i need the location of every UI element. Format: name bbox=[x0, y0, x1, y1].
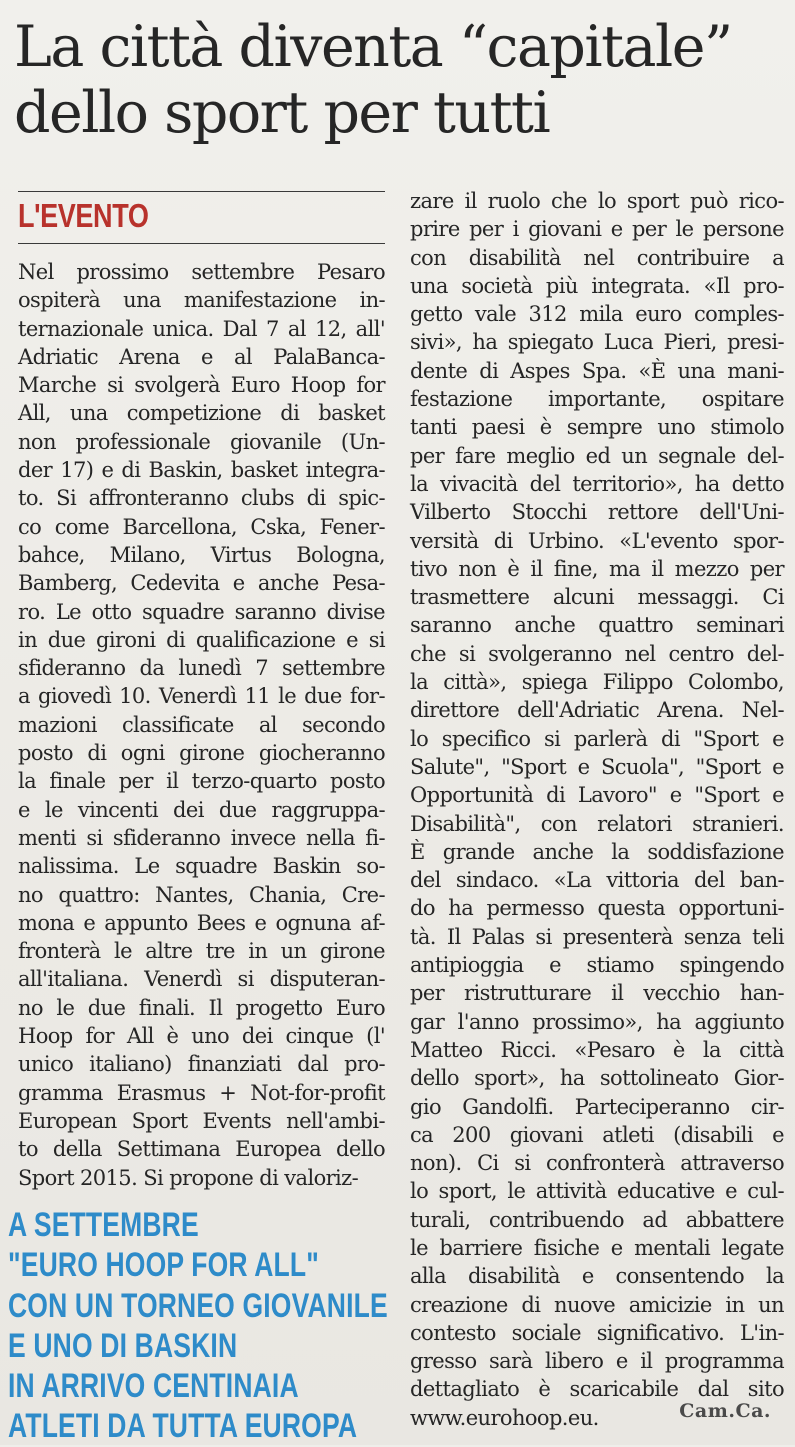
column-1-line: a giovedì 10. Venerdì 11 le due for- bbox=[18, 684, 385, 709]
column-1-line: sfideranno da lunedì 7 settembre bbox=[18, 656, 385, 681]
article-column-1 bbox=[18, 258, 385, 1192]
column-2-line: tà. Il Palas si presenterà senza teli bbox=[410, 924, 784, 949]
author-signature: Cam.Ca. bbox=[679, 1400, 771, 1422]
column-1-line: all'italiana. Venerdì si disputeran- bbox=[18, 967, 385, 992]
column-2-line: per ristrutturare il vecchio han- bbox=[410, 981, 784, 1006]
column-1-line: nalissima. Le squadre Baskin so- bbox=[18, 854, 385, 879]
column-2-line: trasmettere alcuni messaggi. Ci bbox=[410, 585, 784, 610]
column-2-line: saranno anche quattro seminari bbox=[410, 613, 784, 638]
column-1-line: All, una competizione di basket bbox=[18, 401, 385, 426]
section-kicker: L'EVENTO bbox=[18, 197, 149, 234]
column-2-line: Opportunità di Lavoro" e "Sport e bbox=[410, 783, 784, 808]
column-1-line: ro. Le otto squadre saranno divise bbox=[18, 599, 385, 624]
pull-quote-line: CON UN TORNEO GIOVANILE bbox=[8, 1286, 388, 1325]
column-1-line: fronterà le altre tre in un girone bbox=[18, 939, 385, 964]
column-2-line: ca 200 giovani atleti (disabili e bbox=[410, 1122, 784, 1147]
column-2-line: per fare meglio ed un segnale del- bbox=[410, 443, 784, 468]
column-1-line: posto di ogni girone giocheranno bbox=[18, 741, 385, 766]
column-1-line: ternazionale unica. Dal 7 al 12, all' bbox=[18, 316, 385, 341]
pull-quote-line: E UNO DI BASKIN bbox=[8, 1326, 238, 1365]
column-2-line: antipioggia e stiamo spingendo bbox=[410, 953, 784, 978]
article-column-2 bbox=[410, 187, 784, 1432]
kicker-top-rule bbox=[18, 191, 385, 192]
column-2-line: Salute", "Sport e Scuola", "Sport e bbox=[410, 754, 784, 779]
column-2-line: Matteo Ricci. «Pesaro è la città bbox=[410, 1037, 784, 1062]
column-1-line: bahce, Milano, Virtus Bologna, bbox=[18, 542, 385, 567]
column-1-line: co come Barcellona, Cska, Fener- bbox=[18, 514, 385, 539]
column-2-line: tanti paesi è sempre uno stimolo bbox=[410, 415, 784, 440]
pull-quote-line: ATLETI DA TUTTA EUROPA bbox=[8, 1407, 358, 1446]
column-2-line: gresso sarà libero e il programma bbox=[410, 1349, 784, 1374]
column-1-line: to della Settimana Europea dello bbox=[18, 1137, 385, 1162]
column-2-line: alla disabilità e consentendo la bbox=[410, 1264, 784, 1289]
column-1-line: European Sport Events nell'ambi- bbox=[18, 1108, 385, 1133]
column-2-line: che si svolgeranno nel centro del- bbox=[410, 641, 784, 666]
column-2-line: una società più integrata. «Il pro- bbox=[410, 273, 784, 298]
column-1-line: no quattro: Nantes, Chania, Cre- bbox=[18, 882, 385, 907]
column-1-line: in due gironi di qualificazione e si bbox=[18, 627, 385, 652]
column-1-line: der 17) e di Baskin, basket integra- bbox=[18, 458, 385, 483]
column-2-line: www.eurohoop.eu. bbox=[410, 1405, 599, 1430]
column-2-line: È grande anche la soddisfazione bbox=[410, 839, 784, 864]
column-1-line: ospiterà una manifestazione in- bbox=[18, 288, 385, 313]
column-1-line: Marche si svolgerà Euro Hoop for bbox=[18, 373, 385, 398]
column-1-line: Nel prossimo settembre Pesaro bbox=[18, 260, 385, 284]
column-1-line: menti si sfideranno invece nella fi- bbox=[18, 825, 385, 850]
column-2-line: creazione di nuove amicizie in un bbox=[410, 1292, 784, 1317]
column-2-line: gio Gandolfi. Parteciperanno cir- bbox=[410, 1094, 784, 1119]
column-2-line: versità di Urbino. «L'evento spor- bbox=[410, 528, 784, 553]
column-1-line: la finale per il terzo-quarto posto bbox=[18, 769, 385, 794]
column-2-line: lo specifico si parlerà di "Sport e bbox=[410, 726, 784, 751]
column-2-line: dente di Aspes Spa. «È una mani- bbox=[410, 358, 784, 383]
column-2-line: la città», spiega Filippo Colombo, bbox=[410, 670, 784, 695]
column-1-line: gramma Erasmus + Not-for-profit bbox=[18, 1080, 385, 1105]
column-1-line: Hoop for All è uno dei cinque (l' bbox=[18, 1024, 385, 1049]
pull-quote-line: "EURO HOOP FOR ALL" bbox=[8, 1246, 320, 1285]
column-2-line: del sindaco. «La vittoria del ban- bbox=[410, 868, 784, 893]
column-1-line: Adriatic Arena e al PalaBanca- bbox=[18, 344, 385, 369]
column-1-line: mazioni classificate al secondo bbox=[18, 712, 385, 737]
column-2-line: do ha permesso questa opportuni- bbox=[410, 896, 784, 921]
column-1-line: Sport 2015. Si propone di valoriz- bbox=[18, 1165, 359, 1190]
column-2-line: dettagliato è scaricabile dal sito bbox=[410, 1377, 784, 1402]
column-2-line: con disabilità nel contribuire a bbox=[410, 245, 784, 270]
column-2-line: turali, contribuendo ad abbattere bbox=[410, 1207, 784, 1232]
column-2-line: contesto sociale significativo. L'in- bbox=[410, 1320, 784, 1345]
column-2-line: prire per i giovani e per le persone bbox=[410, 217, 784, 242]
column-1-line: unico italiano) finanziati dal pro- bbox=[18, 1052, 385, 1077]
column-2-line: le barriere fisiche e mentali legate bbox=[410, 1235, 784, 1260]
column-2-line: lo sport, le attività educative e cul- bbox=[410, 1179, 784, 1204]
column-1-line: mona e appunto Bees e ognuna af- bbox=[18, 910, 385, 935]
column-1-line: non professionale giovanile (Un- bbox=[18, 429, 385, 454]
headline bbox=[14, 14, 784, 146]
column-2-line: non). Ci si confronterà attraverso bbox=[410, 1151, 784, 1176]
column-2-line: sivi», ha spiegato Luca Pieri, presi- bbox=[410, 330, 784, 355]
pull-quote bbox=[8, 1205, 398, 1447]
column-2-line: dello sport», ha sottolineato Gior- bbox=[410, 1066, 784, 1091]
headline-line-1: La città diventa “capitale” bbox=[14, 14, 732, 80]
column-2-line: tivo non è il fine, ma il mezzo per bbox=[410, 556, 784, 581]
kicker-bottom-rule bbox=[18, 243, 385, 244]
column-2-line: gar l'anno prossimo», ha aggiunto bbox=[410, 1009, 784, 1034]
column-2-line: zare il ruolo che lo sport può rico- bbox=[410, 189, 784, 213]
column-2-line: Disabilità", con relatori stranieri. bbox=[410, 811, 784, 836]
column-2-line: getto vale 312 mila euro comples- bbox=[410, 302, 784, 327]
pull-quote-line: A SETTEMBRE bbox=[8, 1206, 199, 1244]
headline-line-2: dello sport per tutti bbox=[14, 80, 550, 146]
column-1-line: e le vincenti dei due raggruppa- bbox=[18, 797, 385, 822]
column-2-line: direttore dell'Adriatic Arena. Nel- bbox=[410, 698, 784, 723]
column-1-line: no le due finali. Il progetto Euro bbox=[18, 995, 385, 1020]
pull-quote-line: IN ARRIVO CENTINAIA bbox=[8, 1367, 299, 1406]
column-2-line: la vivacità del territorio», ha detto bbox=[410, 471, 784, 496]
column-2-line: festazione importante, ospitare bbox=[410, 387, 784, 412]
column-1-line: Bamberg, Cedevita e anche Pesa- bbox=[18, 571, 385, 596]
column-2-line: Vilberto Stocchi rettore dell'Uni- bbox=[410, 500, 784, 525]
column-1-line: to. Si affronteranno clubs di spic- bbox=[18, 486, 385, 511]
